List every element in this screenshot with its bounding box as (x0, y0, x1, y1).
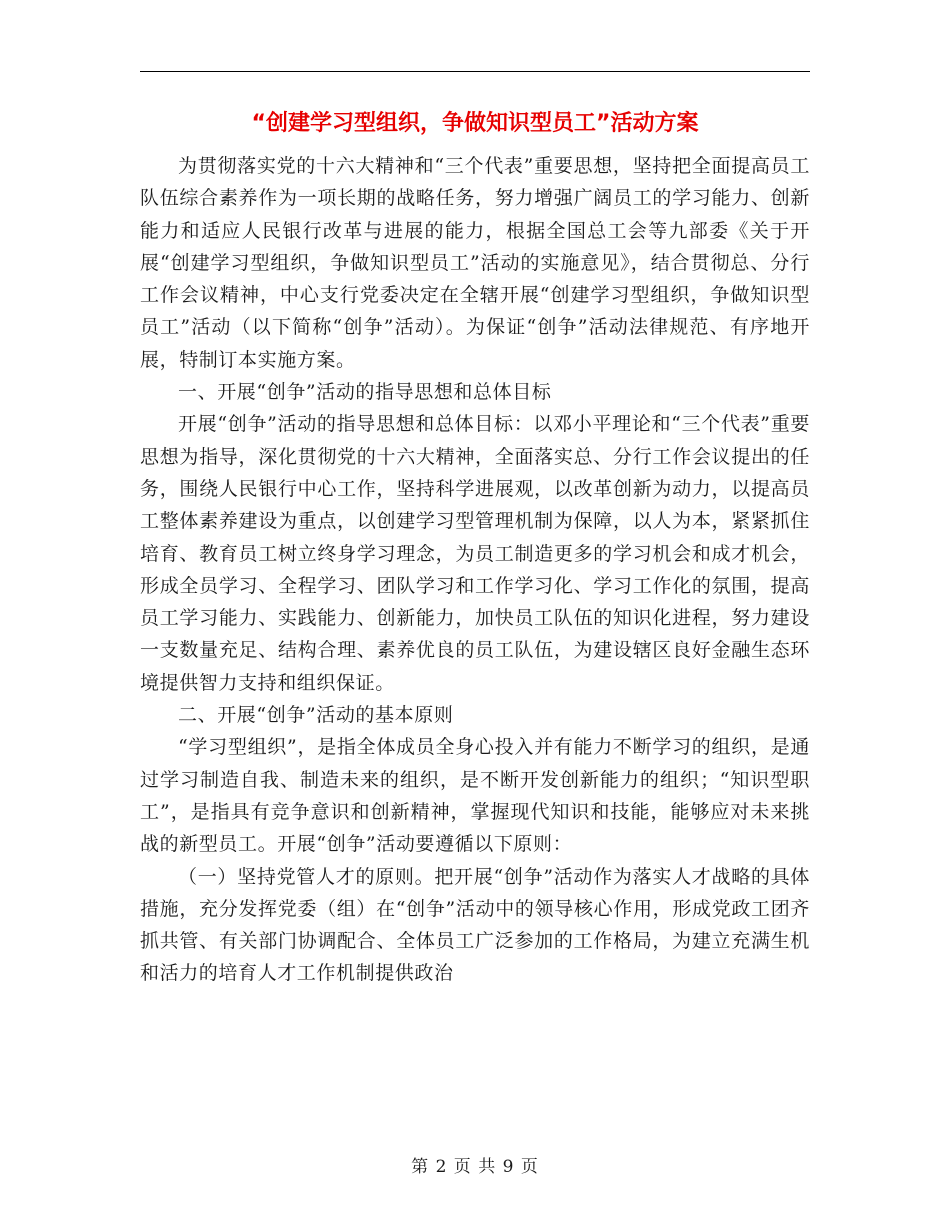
paragraph-intro: 为贯彻落实党的十六大精神和“三个代表”重要思想，坚持把全面提高员工队伍综合素养作为一项长期的战略任务，努力增强广阔员工的学习能力、创新能力和适应人民银行改革与进展的能力，根据全国总工会等九部委《关于开展“创建学习型组织，争做知识型员工”活动的实施意见》，结合贯彻总、分行工作会议精神，中心支行党委决定在全辖开展“创建学习型组织，争做知识型员工”活动（以下简称“创争”活动）。为保证“创争”活动法律规范、有序地开展，特制订本实施方案。 (140, 155, 810, 371)
page-number-footer: 第 2 页 共 9 页 (411, 1157, 539, 1177)
paragraph-definitions: “学习型组织”，是指全体成员全身心投入并有能力不断学习的组织，是通过学习制造自我、制造未来的组织，是不断开发创新能力的组织；“知识型职工”，是指具有竞争意识和创新精神，掌握现代知识和技能，能够应对未来挑战的新型员工。开展“创争”活动要遵循以下原则： (140, 736, 810, 856)
paragraph-principle-1: （一）坚持党管人才的原则。把开展“创争”活动作为落实人才战略的具体措施，充分发挥党委（组）在“创争”活动中的领导核心作用，形成党政工团齐抓共管、有关部门协调配合、全体员工广泛参加的工作格局，为建立充满生机和活力的培育人才工作机制提供政治 (140, 865, 810, 985)
document-title: “创建学习型组织，争做知识型员工”活动方案 (251, 111, 699, 136)
paragraph-guiding-ideology: 开展“创争”活动的指导思想和总体目标：以邓小平理论和“三个代表”重要思想为指导，深化贯彻党的十六大精神，全面落实总、分行工作会议提出的任务，围绕人民银行中心工作，坚持科学进展观，以改革创新为动力，以提高员工整体素养建设为重点，以创建学习型管理机制为保障，以人为本，紧紧抓住培育、教育员工树立终身学习理念，为员工制造更多的学习机会和成才机会，形成全员学习、全程学习、团队学习和工作学习化、学习工作化的氛围，提高员工学习能力、实践能力、创新能力，加快员工队伍的知识化进程，努力建设一支数量充足、结构合理、素养优良的员工队伍，为建设辖区良好金融生态环境提供智力支持和组织保证。 (140, 413, 810, 694)
section-heading-2: 二、开展“创争”活动的基本原则 (178, 704, 454, 727)
header-rule (140, 71, 810, 72)
document-body (140, 150, 810, 990)
section-heading-1: 一、开展“创争”活动的指导思想和总体目标 (178, 381, 552, 404)
